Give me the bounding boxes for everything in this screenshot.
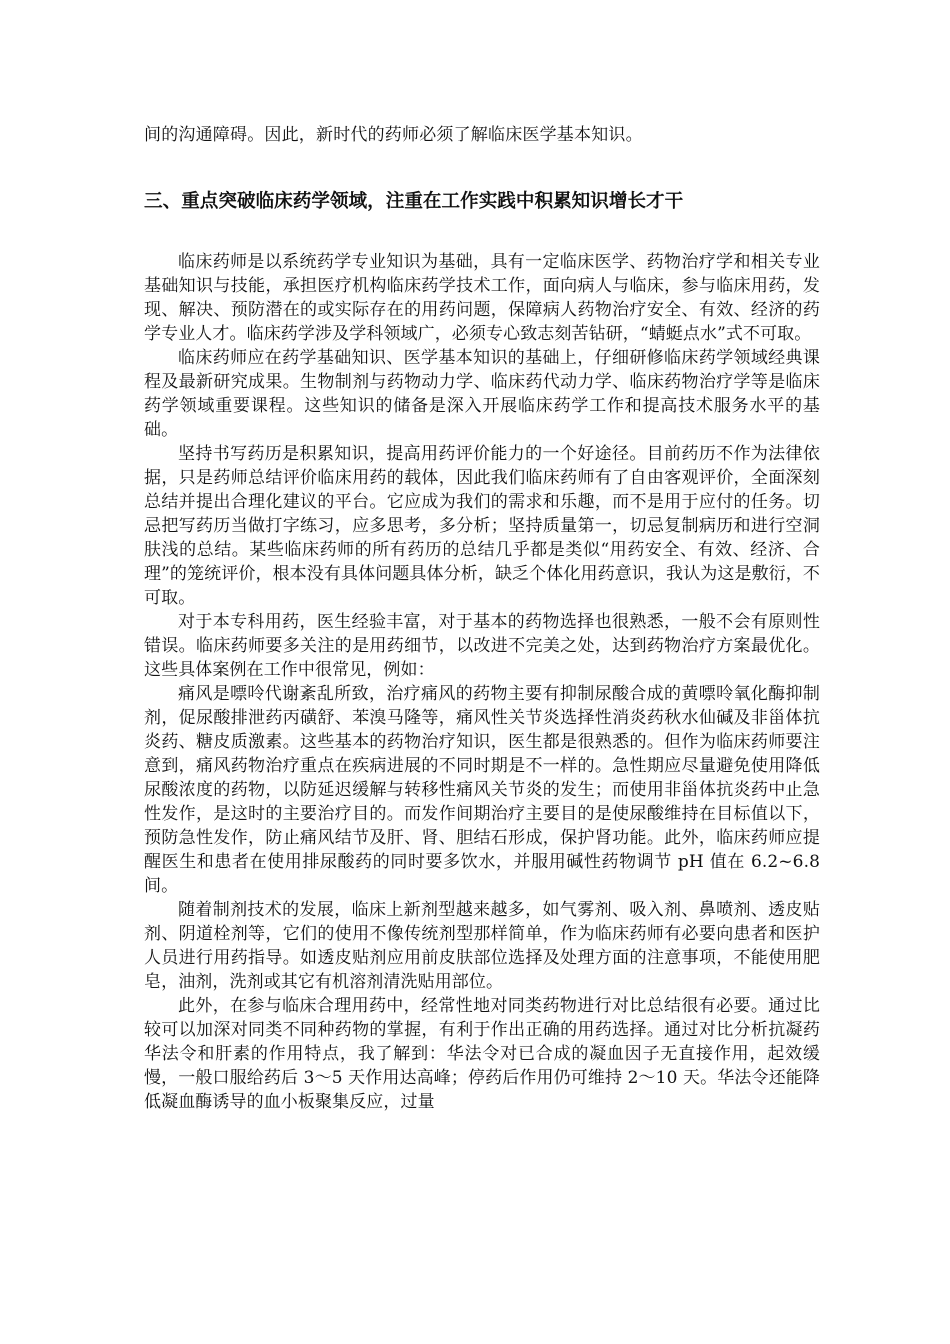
lead-line: 间的沟通障碍。因此，新时代的药师必须了解临床医学基本知识。 [144, 125, 643, 145]
paragraph-anticoagulant-comparison: 此外，在参与临床合理用药中，经常性地对同类药物进行对比总结很有必要。通过比较可以加深对同类不同种药物的掌握，有利于作出正确的用药选择。通过对比分析抗凝药华法令和肝素的作用特点，我了解到：华法令对已合成的凝血因子无直接作用，起效缓慢，一般口服给药后 3～5 天作用达高峰；停药后作用仍可维持 2～10 天。华法令还能降低凝血酶诱导的血小板聚集反应，过量 [144, 996, 820, 1112]
document-body [144, 250, 820, 1114]
paragraph-new-dosage-forms: 随着制剂技术的发展，临床上新剂型越来越多，如气雾剂、吸入剂、鼻喷剂、透皮贴剂、阴道栓剂等，它们的使用不像传统剂型那样简单，作为临床药师有必要向患者和医护人员进行用药指导。如透皮贴剂应用前皮肤部位选择及处理方面的注意事项，不能使用肥皂，油剂，洗剂或其它有机溶剂清洗贴用部位。 [144, 900, 820, 992]
paragraph-medication-records: 坚持书写药历是积累知识，提高用药评价能力的一个好途径。目前药历不作为法律依据，只是药师总结评价临床用药的载体，因此我们临床药师有了自由客观评价，全面深刻总结并提出合理化建议的平台。它应成为我们的需求和乐趣，而不是用于应付的任务。切忌把写药历当做打字练习，应多思考，多分析；坚持质量第一，切忌复制病历和进行空洞肤浅的总结。某些临床药师的所有药历的总结几乎都是类似“用药安全、有效、经济、合理”的笼统评价，根本没有具体问题具体分析，缺乏个体化用药意识，我认为这是敷衍，不可取。 [144, 444, 820, 608]
paragraph-medication-details: 对于本专科用药，医生经验丰富，对于基本的药物选择也很熟悉，一般不会有原则性错误。临床药师要多关注的是用药细节，以改进不完美之处，达到药物治疗方案最优化。这些具体案例在工作中很常见，例如： [144, 612, 820, 680]
paragraph-core-courses: 临床药师应在药学基础知识、医学基本知识的基础上，仔细研修临床药学领域经典课程及最新研究成果。生物制剂与药物动力学、临床药代动力学、临床药物治疗学等是临床药学领域重要课程。这些知识的储备是深入开展临床药学工作和提高技术服务水平的基础。 [144, 348, 820, 440]
paragraph-gout-example: 痛风是嘌呤代谢紊乱所致，治疗痛风的药物主要有抑制尿酸合成的黄嘌呤氧化酶抑制剂，促尿酸排泄药丙磺舒、苯溴马隆等，痛风性关节炎选择性消炎药秋水仙碱及非甾体抗炎药、糖皮质激素。这些基本的药物治疗知识，医生都是很熟悉的。但作为临床药师要注意到，痛风药物治疗重点在疾病进展的不同时期是不一样的。急性期应尽量避免使用降低尿酸浓度的药物，以防延迟缓解与转移性痛风关节炎的发生；而使用非甾体抗炎药中止急性发作，是这时的主要治疗目的。而发作间期治疗主要目的是使尿酸维持在目标值以下，预防急性发作，防止痛风结节及肝、肾、胆结石形成，保护肾功能。此外，临床药师应提醒医生和患者在使用排尿酸药的同时要多饮水，并服用碱性药物调节 pH 值在 6.2~6.8 间。 [144, 684, 820, 896]
section-heading: 三、重点突破临床药学领域，注重在工作实践中积累知识增长才干 [144, 191, 684, 212]
paragraph-clinical-pharmacist-definition: 临床药师是以系统药学专业知识为基础，具有一定临床医学、药物治疗学和相关专业基础知识与技能，承担医疗机构临床药学技术工作，面向病人与临床，参与临床用药，发现、解决、预防潜在的或实际存在的用药问题，保障病人药物治疗安全、有效、经济的药学专业人才。临床药学涉及学科领域广，必须专心致志刻苦钻研，“蜻蜓点水”式不可取。 [144, 252, 820, 344]
